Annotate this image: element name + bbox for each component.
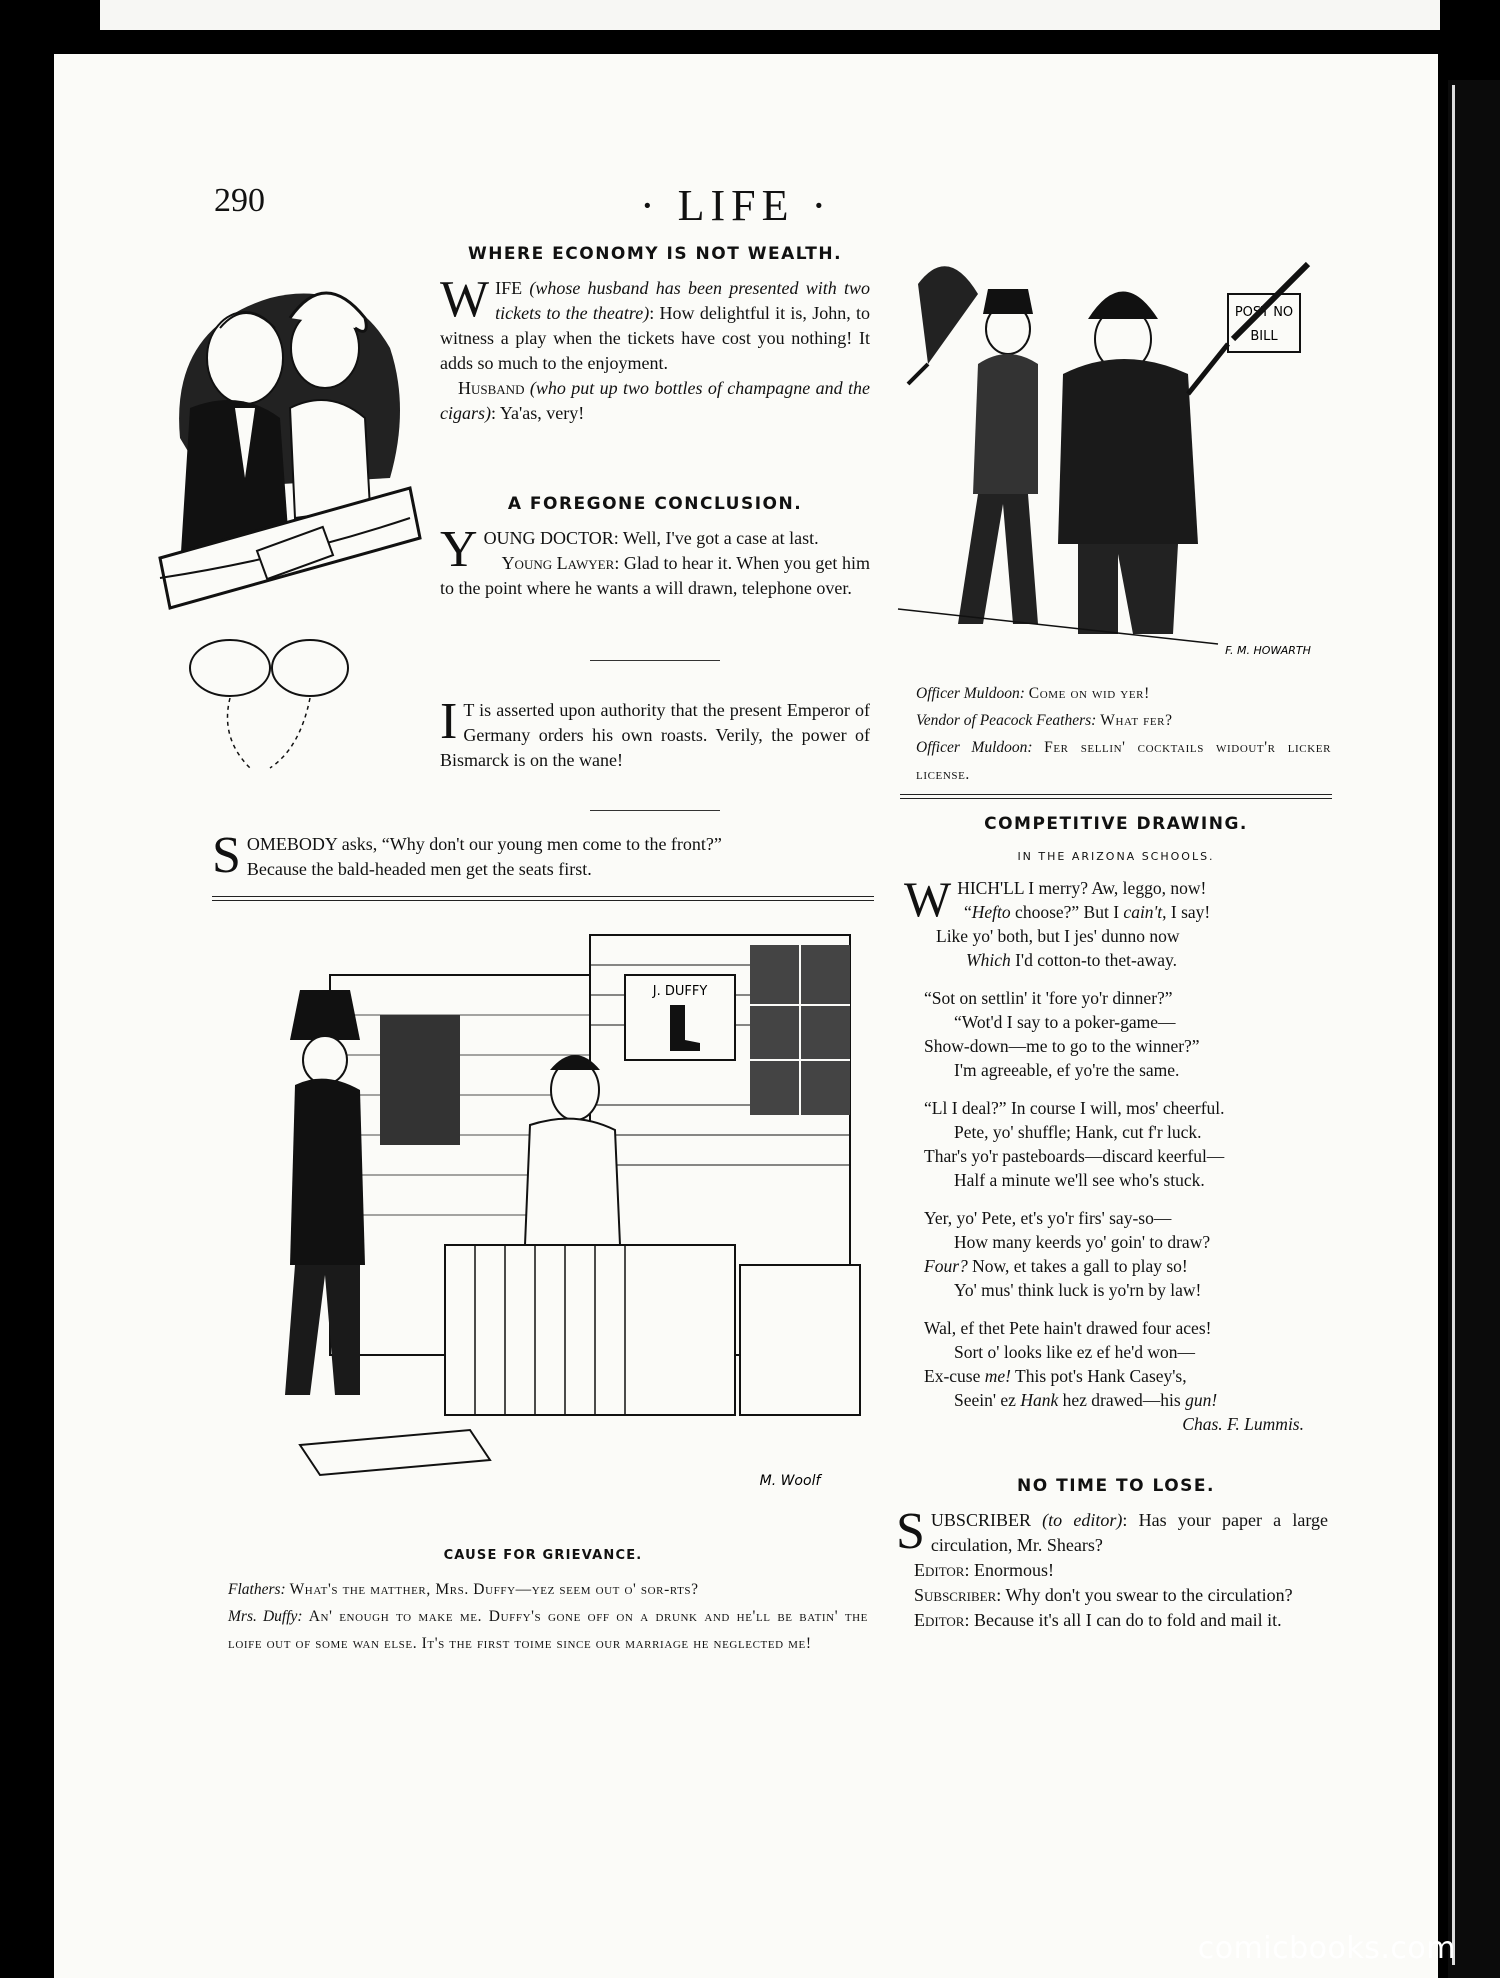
speaker-label: Officer Muldoon:: [916, 739, 1033, 756]
speaker-label: Vendor of Peacock Feathers:: [916, 712, 1097, 729]
dialogue-text: What's the matther, Mrs. Duffy—yez seem out o' sor-rts?: [289, 1581, 699, 1598]
drop-cap: S: [896, 1503, 925, 1560]
poem-line: Yer, yo' Pete, et's yo'r firs' say-so—: [924, 1208, 1172, 1228]
dialogue-text: : Why don't you swear to the circulation?: [996, 1585, 1293, 1605]
paragraph-text: Because the bald-headed men get the seats first.: [246, 859, 592, 879]
binding-shadow: [1448, 80, 1500, 1978]
dialogue-text: What fer?: [1100, 712, 1173, 729]
drop-cap: S: [212, 827, 241, 884]
double-rule: [900, 794, 1332, 799]
speaker-label: Editor: [914, 1610, 965, 1630]
poem-line: HICH'LL I merry? Aw, leggo, now!: [957, 878, 1207, 898]
police-cartoon-caption: [916, 680, 1331, 788]
poem-line: “Ll I deal?” In course I will, mos' cheerful.: [924, 1098, 1225, 1118]
speaker-label: UBSCRIBER: [930, 1510, 1031, 1530]
competitive-subtitle: IN THE ARIZONA SCHOOLS.: [1017, 850, 1215, 863]
paragraph-text: OMEBODY asks, “Why don't our young men come to the front?”: [246, 834, 722, 854]
stanza-2: [904, 986, 1334, 1082]
watermark-link[interactable]: comicbooks.com: [1197, 1931, 1456, 1966]
poem-author: Chas. F. Lummis.: [1182, 1414, 1304, 1434]
divider: [590, 660, 720, 661]
drop-cap: I: [440, 693, 458, 750]
no-time-title: NO TIME TO LOSE.: [1017, 1476, 1215, 1496]
drop-cap: W: [440, 271, 490, 328]
previous-page-edge: [100, 0, 1440, 30]
next-page-edge: [1452, 85, 1455, 1965]
poem-fragment: choose?” But I: [1010, 902, 1124, 922]
dialogue-text: : Glad to hear it. When you get him to the point where he wants a will drawn, telephone over.: [440, 553, 870, 598]
poem-fragment: Seein' ez: [954, 1390, 1021, 1410]
poem-line: Show-down—me to go to the winner?”: [924, 1036, 1200, 1056]
economy-title: WHERE ECONOMY IS NOT WEALTH.: [467, 244, 843, 264]
drop-cap: Y: [440, 521, 478, 578]
somebody-article: [212, 827, 892, 884]
post-no-bills-sign-line2: BILL: [1250, 329, 1278, 344]
speaker-label: Husband: [458, 378, 525, 398]
police-cartoon-illustration: [888, 244, 1328, 664]
artist-signature: M. Woolf: [759, 1473, 821, 1489]
drop-cap: W: [904, 871, 952, 927]
poem-fragment: gun!: [1185, 1390, 1218, 1410]
speaker-label: Flathers:: [228, 1581, 286, 1598]
dialogue-text: Fer sellin' cocktails widout'r licker license.: [916, 739, 1332, 783]
poem-fragment: me!: [984, 1366, 1011, 1386]
page-number: 290: [214, 182, 265, 219]
cause-for-grievance-illustration: [270, 925, 870, 1495]
competitive-poem: [904, 871, 1334, 1436]
poem-fragment: “: [964, 902, 972, 922]
poem-line: Sort o' looks like ez ef he'd won—: [954, 1342, 1196, 1362]
paragraph-text: T is asserted upon authority that the present Emperor of Germany orders his own roasts. Verily, the power of Bismarck is on the wane!: [440, 700, 870, 770]
foregone-title: A FOREGONE CONCLUSION.: [507, 494, 803, 514]
poem-line: Half a minute we'll see who's stuck.: [954, 1170, 1205, 1190]
theatre-couple-illustration: [150, 258, 430, 778]
poem-line: Wal, ef thet Pete hain't drawed four aces!: [924, 1318, 1212, 1338]
dialogue-text: An' enough to make me. Duffy's gone off on a drunk and he'll be batin' the loife out of some wan else. It's the first toime since our marriage he neglected me!: [228, 1608, 869, 1652]
stanza-5: [904, 1316, 1334, 1412]
no-time-article: [896, 1503, 1329, 1633]
speaker-label: OUNG DOCTOR: [483, 528, 614, 548]
poem-fragment: Which: [966, 950, 1011, 970]
stage-direction: (to editor): [1042, 1510, 1123, 1530]
poem-fragment: Hefto: [971, 902, 1011, 922]
dialogue-text: : Well, I've got a case at last.: [613, 528, 819, 548]
dialogue-text: : Enormous!: [964, 1560, 1054, 1580]
poem-line: “Sot on settlin' it 'fore yo'r dinner?”: [924, 988, 1173, 1008]
artist-signature: F. M. HOWARTH: [1225, 644, 1311, 657]
poem-line: Pete, yo' shuffle; Hank, cut f'r luck.: [954, 1122, 1202, 1142]
stage-direction: (whose husband has been presented with two tickets to the theatre): [495, 278, 871, 323]
speaker-label: Subscriber: [914, 1585, 997, 1605]
post-no-bills-sign-line1: POST NO: [1234, 305, 1294, 320]
dialogue-text: : How delightful it is, John, to witness a play when the tickets have cost you nothing! It adds so much to the enjoyment.: [440, 303, 871, 373]
double-rule: [212, 896, 874, 901]
masthead-title: · LIFE ·: [640, 181, 833, 230]
competitive-title: COMPETITIVE DRAWING.: [984, 814, 1248, 834]
poem-fragment: Ex-cuse: [924, 1366, 985, 1386]
grievance-title: CAUSE FOR GRIEVANCE.: [443, 1548, 643, 1563]
dialogue-text: : Has your paper a large circulation, Mr. Shears?: [930, 1510, 1329, 1555]
speaker-label: Young Lawyer: [501, 553, 615, 573]
poem-fragment: cain't: [1123, 902, 1163, 922]
poem-line: Yo' mus' think luck is yo'rn by law!: [954, 1280, 1202, 1300]
speaker-label: IFE: [495, 278, 523, 298]
poem-line: I'm agreeable, ef yo're the same.: [954, 1060, 1180, 1080]
poem-fragment: Hank: [1020, 1390, 1059, 1410]
dialogue-text: Come on wid yer!: [1028, 685, 1150, 702]
poem-fragment: hez drawed—his: [1058, 1390, 1186, 1410]
poem-line: “Wot'd I say to a poker-game—: [954, 1012, 1176, 1032]
grievance-caption: [228, 1576, 868, 1657]
poem-fragment: , I say!: [1162, 902, 1211, 922]
poem-fragment: Now, et takes a gall to play so!: [967, 1256, 1188, 1276]
stage-direction: (who put up two bottles of champagne and the cigars): [440, 378, 870, 423]
poem-line: Thar's yo'r pasteboards—discard keerful—: [924, 1146, 1225, 1166]
poem-fragment: This pot's Hank Casey's,: [1010, 1366, 1187, 1386]
speaker-label: Editor: [914, 1560, 965, 1580]
economy-article: [440, 271, 871, 426]
foregone-article: [440, 521, 870, 601]
stanza-1: [904, 871, 1334, 972]
speaker-label: Officer Muldoon:: [916, 685, 1025, 702]
stanza-4: [904, 1206, 1334, 1302]
stanza-3: [904, 1096, 1334, 1192]
emperor-article: [440, 693, 870, 773]
speaker-label: Mrs. Duffy:: [228, 1608, 303, 1625]
dialogue-text: : Ya'as, very!: [491, 403, 585, 423]
poem-line: Like yo' both, but I jes' dunno now: [936, 926, 1180, 946]
divider: [590, 810, 720, 811]
shop-sign-text: J. DUFFY: [652, 984, 708, 999]
poem-line: How many keerds yo' goin' to draw?: [954, 1232, 1211, 1252]
dialogue-text: : Because it's all I can do to fold and mail it.: [964, 1610, 1282, 1630]
poem-fragment: I'd cotton-to thet-away.: [1010, 950, 1177, 970]
poem-fragment: Four?: [924, 1256, 968, 1276]
